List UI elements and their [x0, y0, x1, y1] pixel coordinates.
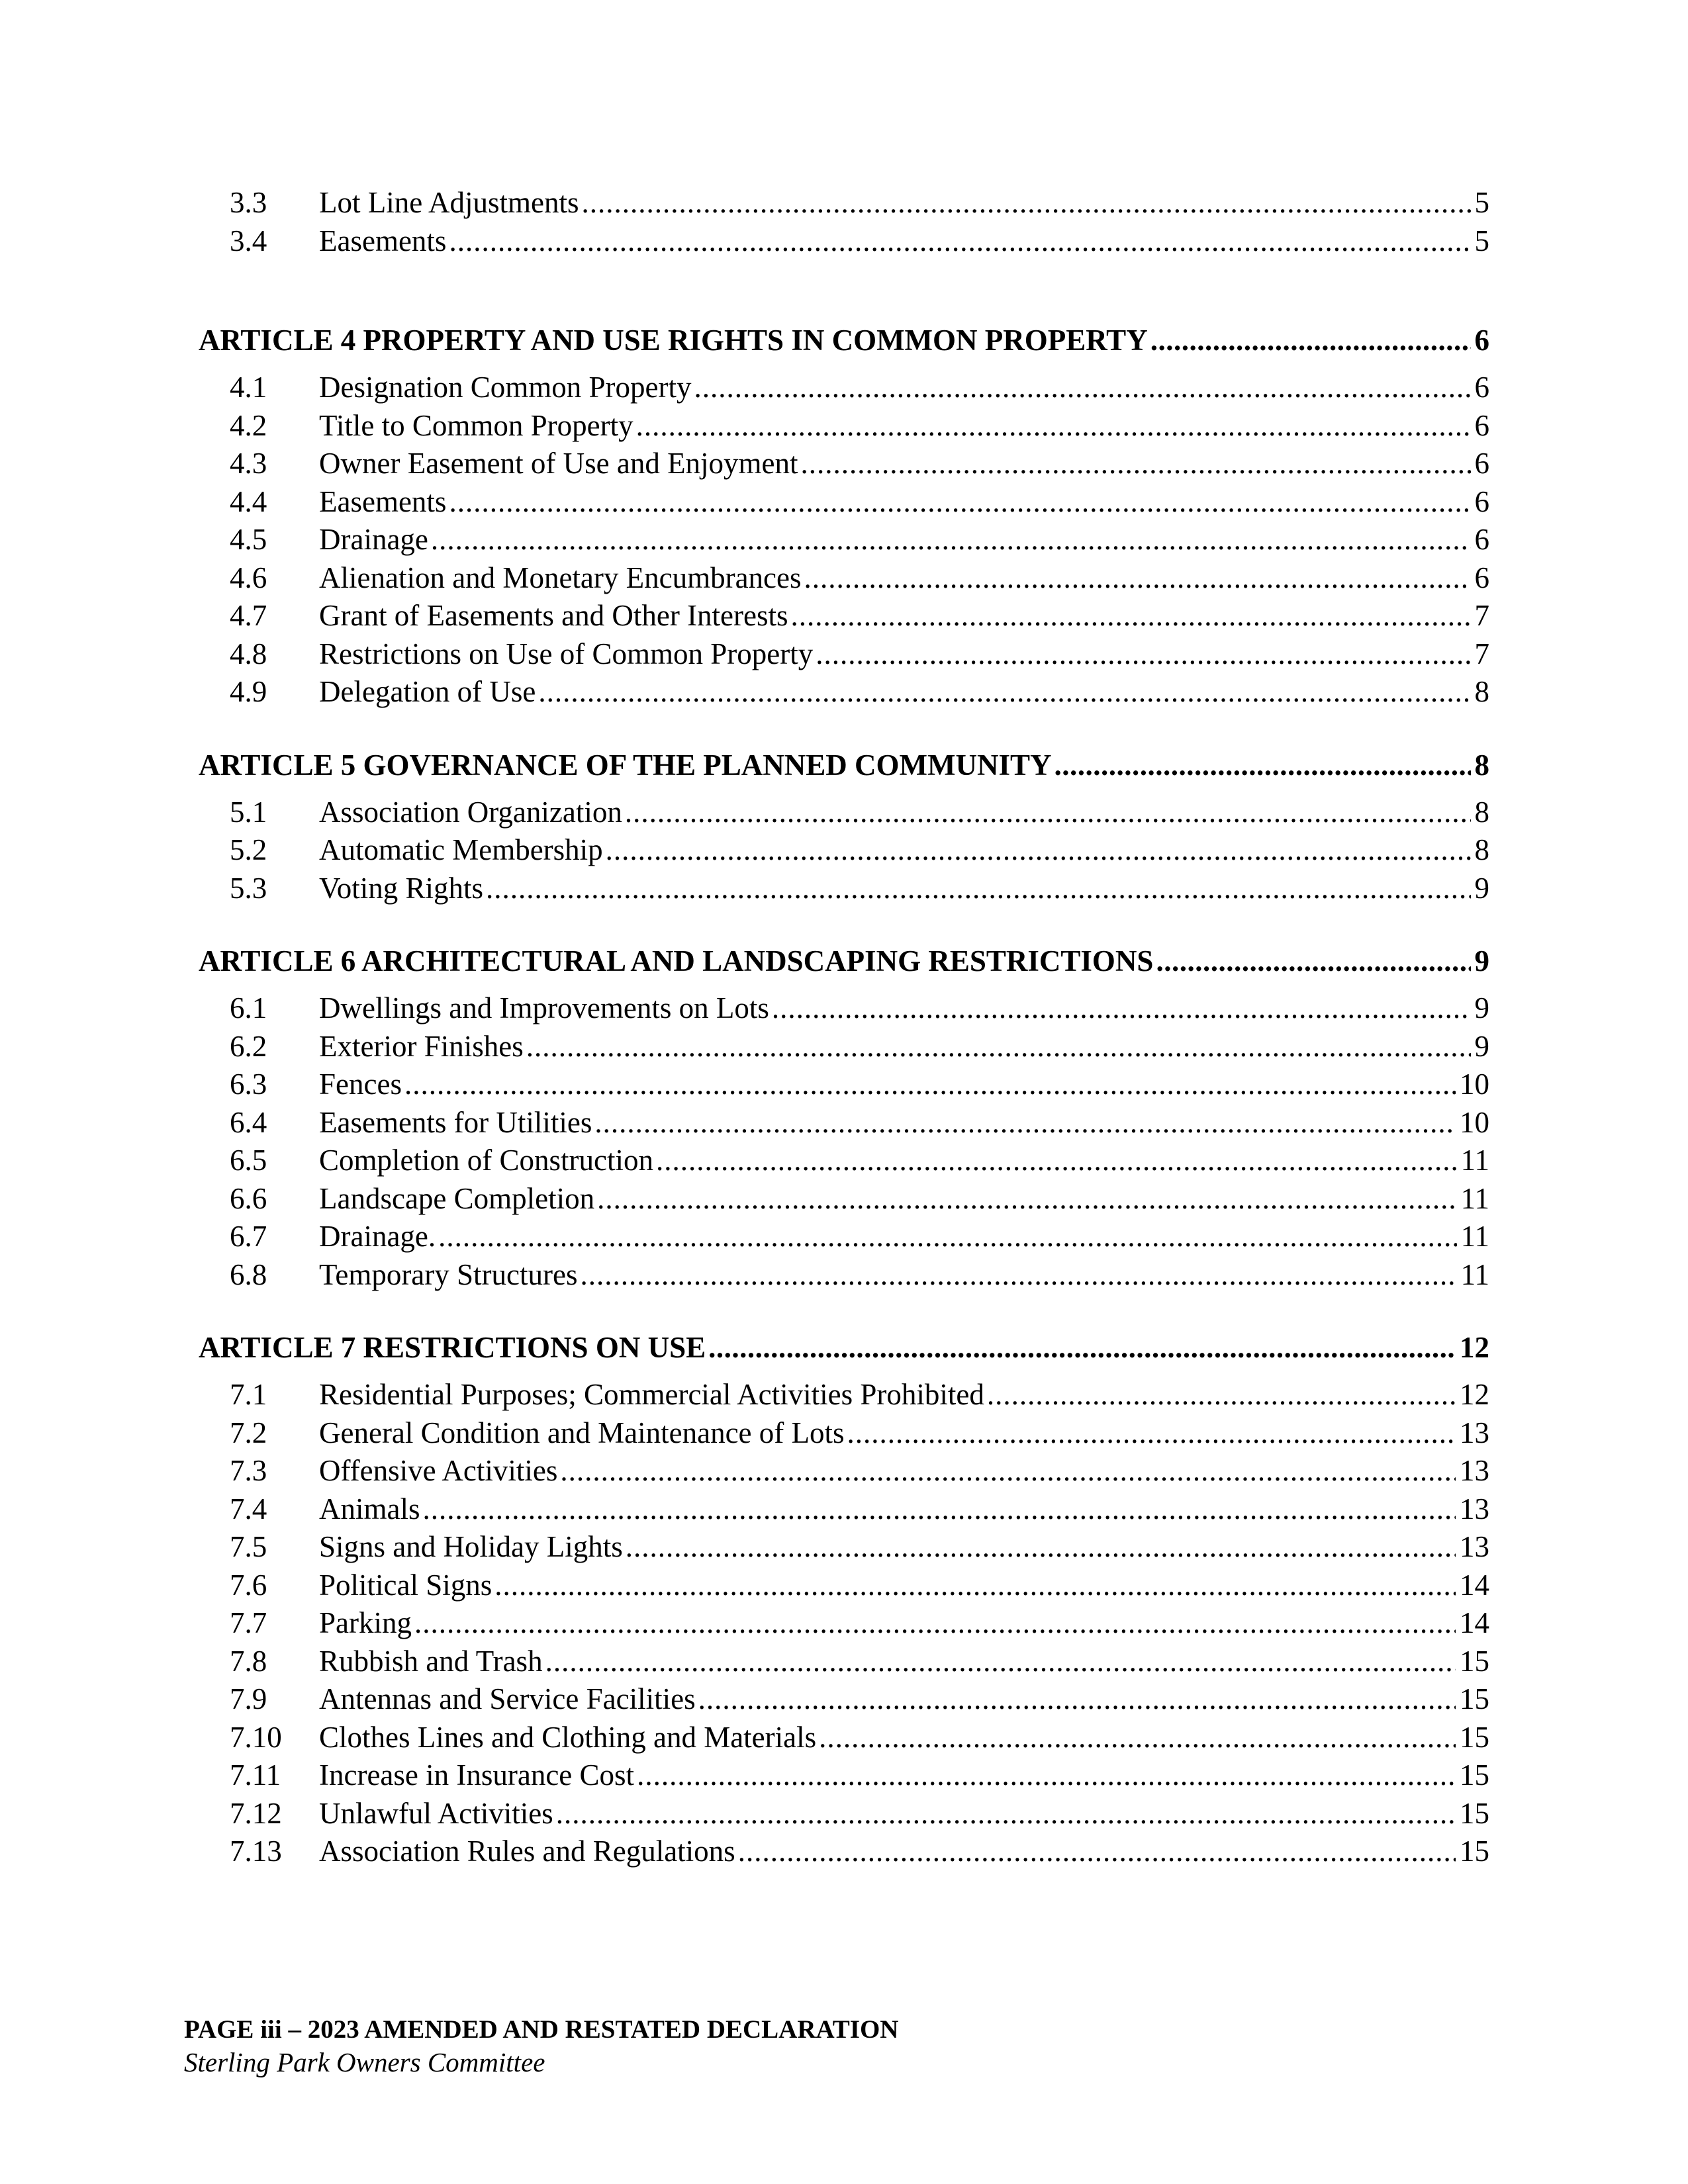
section-title: Delegation of Use [319, 675, 536, 708]
section-title: General Condition and Maintenance of Lots [319, 1416, 845, 1449]
dot-leader [819, 1719, 1456, 1757]
section-number: 7.5 [230, 1530, 267, 1563]
section-title: Completion of Construction [319, 1144, 653, 1177]
dot-leader [637, 1756, 1456, 1795]
section-number: 6.2 [230, 1029, 267, 1063]
toc-section-entry[interactable] [199, 1719, 1489, 1757]
section-title: Political Signs [319, 1568, 492, 1602]
toc-article-group [199, 942, 1489, 1294]
section-number: 4.2 [230, 408, 267, 442]
dot-leader [431, 521, 1471, 559]
toc-section-entry[interactable] [199, 673, 1489, 711]
section-title: Drainage. [319, 1220, 436, 1253]
section-number: 4.3 [230, 447, 267, 480]
section-page-number: 8 [1474, 675, 1489, 708]
article-title: ARTICLE 5 GOVERNANCE OF THE PLANNED COMMUNITY [199, 748, 1052, 782]
dot-leader [694, 369, 1470, 407]
toc-article-heading[interactable] [199, 942, 1489, 980]
section-page-number: 15 [1460, 1682, 1489, 1715]
toc-section-entry[interactable] [199, 794, 1489, 832]
section-number: 7.4 [230, 1492, 267, 1525]
toc-section-entry[interactable] [199, 1490, 1489, 1529]
dot-leader [772, 989, 1471, 1028]
footer-organization: Sterling Park Owners Committee [184, 2047, 545, 2077]
section-number: 6.6 [230, 1181, 267, 1215]
dot-leader [987, 1376, 1456, 1414]
section-number: 6.1 [230, 991, 267, 1024]
toc-section-entry[interactable] [199, 369, 1489, 407]
dot-leader [438, 1218, 1457, 1256]
section-title: Parking [319, 1606, 412, 1639]
dot-leader [486, 870, 1471, 908]
section-number: 3.3 [230, 186, 267, 219]
section-number: 7.11 [230, 1758, 281, 1792]
dot-leader [626, 1528, 1456, 1567]
dot-leader [423, 1490, 1456, 1529]
section-page-number: 12 [1460, 1378, 1489, 1411]
dot-leader [581, 184, 1470, 222]
footer-page-label: PAGE iii – 2023 AMENDED AND RESTATED DECLARATION [184, 2015, 899, 2044]
section-number: 5.1 [230, 795, 267, 829]
dot-leader [560, 1452, 1456, 1490]
dot-leader [698, 1680, 1456, 1719]
section-page-number: 11 [1460, 1144, 1489, 1177]
toc-section-entry[interactable] [199, 1028, 1489, 1066]
dot-leader [597, 1180, 1457, 1218]
dot-leader [526, 1028, 1471, 1066]
toc-article-heading[interactable] [199, 321, 1489, 359]
toc-section-entry[interactable] [199, 1680, 1489, 1719]
toc-section-entry[interactable] [199, 1567, 1489, 1605]
toc-section-entry[interactable] [199, 1643, 1489, 1681]
section-title: Restrictions on Use of Common Property [319, 637, 814, 670]
toc-section-entry[interactable] [199, 1256, 1489, 1295]
section-number: 7.10 [230, 1720, 282, 1754]
dot-leader [1150, 321, 1471, 359]
dot-leader [636, 407, 1471, 445]
section-title: Fences [319, 1068, 402, 1101]
section-page-number: 6 [1474, 371, 1489, 404]
dot-leader [538, 673, 1470, 711]
article-title: ARTICLE 4 PROPERTY AND USE RIGHTS IN COMMON PROPERTY [199, 324, 1148, 357]
section-title: Increase in Insurance Cost [319, 1758, 635, 1792]
dot-leader [1156, 942, 1470, 980]
section-page-number: 6 [1474, 408, 1489, 442]
toc-article-group [199, 1328, 1489, 1871]
section-page-number: 10 [1460, 1068, 1489, 1101]
section-number: 5.3 [230, 871, 267, 905]
section-page-number: 13 [1460, 1454, 1489, 1487]
section-title: Automatic Membership [319, 833, 603, 866]
section-number: 6.8 [230, 1257, 267, 1291]
section-title: Clothes Lines and Clothing and Materials [319, 1720, 817, 1754]
section-page-number: 15 [1460, 1835, 1489, 1868]
section-number: 7.13 [230, 1835, 282, 1868]
section-title: Residential Purposes; Commercial Activities Prohibited [319, 1378, 984, 1411]
article-page-number: 8 [1474, 748, 1489, 782]
section-title: Voting Rights [319, 871, 483, 905]
section-number: 7.12 [230, 1796, 282, 1830]
section-title: Exterior Finishes [319, 1029, 524, 1063]
toc-section-entry[interactable] [199, 559, 1489, 598]
section-number: 7.6 [230, 1568, 267, 1602]
toc-article-heading[interactable] [199, 1328, 1489, 1367]
toc-section-entry[interactable] [199, 635, 1489, 674]
section-page-number: 7 [1474, 599, 1489, 632]
toc-article-heading[interactable] [199, 746, 1489, 784]
section-page-number: 15 [1460, 1720, 1489, 1754]
toc-section-entry[interactable] [199, 184, 1489, 222]
section-number: 6.5 [230, 1144, 267, 1177]
toc-section-entry[interactable] [199, 1414, 1489, 1453]
section-number: 6.4 [230, 1105, 267, 1139]
dot-leader [556, 1795, 1456, 1833]
section-page-number: 5 [1474, 224, 1489, 257]
article-page-number: 6 [1474, 324, 1489, 357]
section-number: 4.5 [230, 523, 267, 556]
section-page-number: 6 [1474, 561, 1489, 594]
article-page-number: 12 [1460, 1331, 1489, 1364]
section-page-number: 11 [1460, 1181, 1489, 1215]
section-number: 4.1 [230, 371, 267, 404]
dot-leader [606, 831, 1471, 870]
section-page-number: 8 [1474, 833, 1489, 866]
toc-section-entry[interactable] [199, 1066, 1489, 1104]
dot-leader [656, 1142, 1457, 1180]
dot-leader [801, 445, 1471, 483]
section-number: 5.2 [230, 833, 267, 866]
dot-leader [625, 794, 1471, 832]
section-page-number: 14 [1460, 1606, 1489, 1639]
toc-section-entry[interactable] [199, 1452, 1489, 1490]
section-number: 4.4 [230, 484, 267, 518]
toc-section-entry[interactable] [199, 1218, 1489, 1256]
section-title: Animals [319, 1492, 420, 1525]
section-title: Easements for Utilities [319, 1105, 592, 1139]
section-number: 7.7 [230, 1606, 267, 1639]
table-of-contents [199, 184, 1489, 1905]
section-title: Offensive Activities [319, 1454, 558, 1487]
dot-leader [791, 597, 1471, 635]
section-page-number: 15 [1460, 1796, 1489, 1830]
toc-section-entry[interactable] [199, 521, 1489, 559]
toc-section-entry[interactable] [199, 870, 1489, 908]
section-number: 7.3 [230, 1454, 267, 1487]
dot-leader [594, 1104, 1456, 1142]
section-title: Rubbish and Trash [319, 1644, 543, 1678]
section-page-number: 15 [1460, 1758, 1489, 1792]
section-page-number: 11 [1460, 1220, 1489, 1253]
section-title: Landscape Completion [319, 1181, 595, 1215]
page-footer [184, 2014, 898, 2079]
section-title: Easements [319, 224, 447, 257]
section-title: Grant of Easements and Other Interests [319, 599, 788, 632]
article-title: ARTICLE 7 RESTRICTIONS ON USE [199, 1331, 706, 1364]
section-title: Antennas and Service Facilities [319, 1682, 696, 1715]
dot-leader [414, 1604, 1456, 1643]
section-title: Drainage [319, 523, 428, 556]
toc-section-entry[interactable] [199, 1795, 1489, 1833]
section-page-number: 5 [1474, 186, 1489, 219]
section-number: 4.7 [230, 599, 267, 632]
dot-leader [1055, 746, 1471, 784]
section-number: 4.8 [230, 637, 267, 670]
section-number: 7.9 [230, 1682, 267, 1715]
section-page-number: 9 [1474, 1029, 1489, 1063]
article-page-number: 9 [1474, 944, 1489, 978]
dot-leader [449, 483, 1470, 522]
section-title: Easements [319, 484, 447, 518]
section-page-number: 13 [1460, 1530, 1489, 1563]
section-page-number: 6 [1474, 484, 1489, 518]
section-title: Association Organization [319, 795, 622, 829]
section-page-number: 8 [1474, 795, 1489, 829]
toc-section-entry[interactable] [199, 1528, 1489, 1567]
dot-leader [494, 1567, 1456, 1605]
dot-leader [804, 559, 1471, 598]
toc-section-entry[interactable] [199, 989, 1489, 1028]
section-number: 4.9 [230, 675, 267, 708]
section-title: Title to Common Property [319, 408, 633, 442]
section-title: Lot Line Adjustments [319, 186, 579, 219]
section-page-number: 7 [1474, 637, 1489, 670]
article-title: ARTICLE 6 ARCHITECTURAL AND LANDSCAPING RESTRICTIONS [199, 944, 1154, 978]
dot-leader [580, 1256, 1456, 1295]
section-title: Owner Easement of Use and Enjoyment [319, 447, 798, 480]
toc-section-entry[interactable] [199, 1180, 1489, 1218]
toc-section-entry[interactable] [199, 407, 1489, 445]
dot-leader [449, 222, 1470, 261]
toc-section-entry[interactable] [199, 222, 1489, 261]
dot-leader [545, 1643, 1456, 1681]
section-number: 6.7 [230, 1220, 267, 1253]
section-page-number: 9 [1474, 991, 1489, 1024]
section-title: Temporary Structures [319, 1257, 578, 1291]
dot-leader [847, 1414, 1456, 1453]
section-number: 7.8 [230, 1644, 267, 1678]
section-number: 4.6 [230, 561, 267, 594]
section-number: 7.2 [230, 1416, 267, 1449]
section-page-number: 13 [1460, 1416, 1489, 1449]
toc-continued-sections [199, 184, 1489, 260]
toc-section-entry[interactable] [199, 1376, 1489, 1414]
toc-section-entry[interactable] [199, 831, 1489, 870]
section-page-number: 11 [1460, 1257, 1489, 1291]
dot-leader [738, 1833, 1456, 1871]
toc-section-entry[interactable] [199, 597, 1489, 635]
section-title: Designation Common Property [319, 371, 692, 404]
dot-leader [708, 1328, 1456, 1367]
section-page-number: 6 [1474, 447, 1489, 480]
toc-section-entry[interactable] [199, 1104, 1489, 1142]
section-page-number: 10 [1460, 1105, 1489, 1139]
toc-section-entry[interactable] [199, 483, 1489, 522]
section-page-number: 14 [1460, 1568, 1489, 1602]
section-title: Signs and Holiday Lights [319, 1530, 623, 1563]
dot-leader [816, 635, 1470, 674]
section-title: Association Rules and Regulations [319, 1835, 735, 1868]
section-number: 6.3 [230, 1068, 267, 1101]
toc-section-entry[interactable] [199, 1833, 1489, 1871]
section-title: Unlawful Activities [319, 1796, 553, 1830]
section-page-number: 6 [1474, 523, 1489, 556]
toc-section-entry[interactable] [199, 1756, 1489, 1795]
section-page-number: 13 [1460, 1492, 1489, 1525]
section-number: 7.1 [230, 1378, 267, 1411]
toc-article-group [199, 321, 1489, 711]
toc-article-group [199, 746, 1489, 908]
section-title: Alienation and Monetary Encumbrances [319, 561, 802, 594]
toc-section-entry[interactable] [199, 445, 1489, 483]
section-page-number: 15 [1460, 1644, 1489, 1678]
section-title: Dwellings and Improvements on Lots [319, 991, 769, 1024]
toc-section-entry[interactable] [199, 1142, 1489, 1180]
dot-leader [404, 1066, 1456, 1104]
section-page-number: 9 [1474, 871, 1489, 905]
section-number: 3.4 [230, 224, 267, 257]
toc-section-entry[interactable] [199, 1604, 1489, 1643]
